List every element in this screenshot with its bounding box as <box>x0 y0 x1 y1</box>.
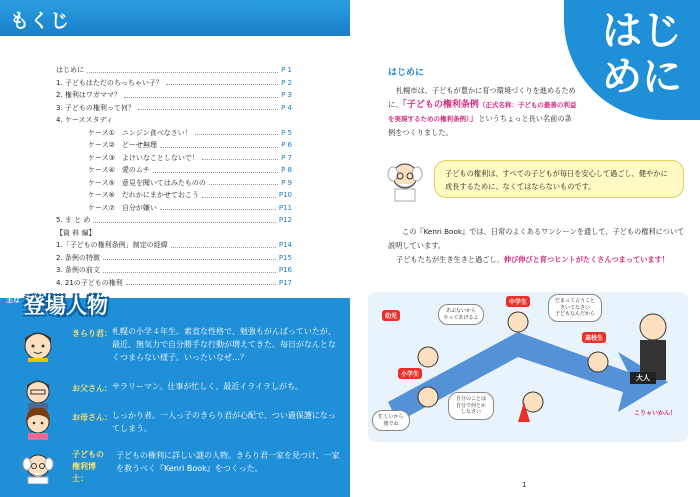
toc-item[interactable] <box>56 89 292 102</box>
toc-item[interactable] <box>56 102 292 115</box>
toc-leader-dots <box>103 252 276 261</box>
toc-leader-dots <box>153 164 278 173</box>
toc-leader-dots <box>166 77 278 86</box>
toc-leader-dots <box>87 64 278 73</box>
toc-leader-dots <box>124 89 278 98</box>
tag-toddler: 幼児 <box>382 310 400 321</box>
character-desc: サラリーマン。仕事が忙しく、最近イライラしがち。 <box>112 382 303 391</box>
speech-bubble: 子どもの権利は、すべての子どもが毎日を安心して過ごし、健やかに成長するために、なくてはならないものです。 <box>434 160 684 198</box>
toc-item-page: P14 <box>278 241 292 249</box>
toc-item-page: P 9 <box>281 178 292 187</box>
toc-leader-dots <box>209 177 278 186</box>
toc-item[interactable] <box>56 189 292 202</box>
toc-leader-dots <box>171 239 276 248</box>
toc-item-page: P 2 <box>281 78 292 87</box>
toc-item[interactable] <box>56 177 292 190</box>
ordinance-close: 」 <box>469 114 479 124</box>
character-desc: 札幌の小学４年生。素直な性格で、勉強もがんばっていたが、最近、無気力で自分勝手な行動が増えてきた。毎日がなんとなくつまらない様子。いったいなぜ…？ <box>112 327 336 362</box>
right-page <box>350 0 700 497</box>
toc-item-label: 4. 21の子どもの権利 <box>56 278 123 287</box>
toc-item-page: P17 <box>278 278 292 287</box>
toc-item-label: ケース② どーせ無理 <box>88 141 157 149</box>
toc-item-label: 1.「子どもの権利条例」制定の経緯 <box>56 241 168 249</box>
toc-item-page: P 6 <box>281 141 292 149</box>
toc-leader-dots <box>202 152 278 161</box>
intro-text-a: 札幌市は、子どもが豊かに育つ環境づくりを進めるために、 <box>388 86 576 109</box>
illustration-art <box>368 292 688 442</box>
toc-item-page: P 1 <box>281 66 292 74</box>
toc-header <box>0 0 350 36</box>
bubble-junior-high: だまって言うこと きいてなさい 子どもなんだから <box>548 294 602 322</box>
big-title-line-1: はじ <box>602 8 682 54</box>
character-desc: しっかり者。一人っ子のきらり君が心配で、つい過保護になってしまう。 <box>112 411 336 433</box>
toc-item[interactable] <box>56 239 292 252</box>
table-of-contents <box>56 64 292 289</box>
characters-heading: 登場人物 <box>24 294 108 318</box>
characters-small-label: 主な <box>6 296 20 304</box>
bubble-toddler: あぶないから やってあげるよ <box>438 304 484 325</box>
toc-leader-dots <box>138 102 278 111</box>
toc-item-page: P15 <box>278 253 292 262</box>
page-number: 1 <box>522 481 527 489</box>
toc-item[interactable] <box>56 77 292 90</box>
toc-item[interactable] <box>56 214 292 227</box>
toc-item[interactable] <box>56 252 292 265</box>
ordinance-formal-name: （正式名称：子どもの最善の利益を実現するための権利条例） <box>388 101 577 123</box>
toc-item[interactable] <box>56 152 292 165</box>
toc-leader-dots <box>103 264 276 273</box>
toc-item-label: 4. ケーススタディ <box>56 116 113 124</box>
toc-item[interactable] <box>56 114 292 127</box>
toc-leader-dots <box>160 202 276 211</box>
big-title-line-2: めに <box>602 54 682 100</box>
toc-item[interactable] <box>56 127 292 140</box>
body-text-2: 子どもたちが生き生きと過ごし、 <box>396 255 504 264</box>
toc-item-page: P 8 <box>281 166 292 174</box>
toc-item[interactable] <box>56 202 292 215</box>
toc-item-label: ケース⑥ だれかにまかせておこう <box>88 191 199 199</box>
toc-item[interactable] <box>56 264 292 277</box>
toc-item-label: 3. 条例の前文 <box>56 266 100 274</box>
toc-item[interactable] <box>56 64 292 77</box>
toc-item-label: 3. 子どもの権利って何？ <box>56 103 135 112</box>
father-face-icon <box>22 376 54 410</box>
toc-item[interactable] <box>56 277 292 290</box>
toc-item-page: P 3 <box>281 91 292 99</box>
toc-item-label: 2. 権利はワガママ？ <box>56 91 121 99</box>
ordinance-name: 「子どもの権利条例 <box>402 100 479 110</box>
tag-elementary: 小学生 <box>398 368 422 379</box>
toc-item[interactable] <box>56 139 292 152</box>
body-highlight: 伸び伸びと育つヒントがたくさんつまっています！ <box>503 255 669 264</box>
illustration <box>368 292 688 442</box>
toc-item-label: 1. 子どもはただのちっちゃい子？ <box>56 78 163 87</box>
toc-leader-dots <box>93 214 276 223</box>
toc-item-page: P 4 <box>281 103 292 112</box>
professor-icon <box>385 158 425 202</box>
toc-item[interactable] <box>56 164 292 177</box>
toc-item-label: ケース① ニンジン食べなさい！ <box>88 128 192 137</box>
character-name: 子どもの権利博士： <box>72 450 104 483</box>
toc-item-label: ケース⑦ 自分が嫌い <box>88 203 157 212</box>
toc-item[interactable] <box>56 227 292 240</box>
section-title: はじめに <box>388 68 425 78</box>
intro-text-b: というちょっと長い名前の条例をつくりました。 <box>388 114 572 137</box>
mother-face-icon <box>22 406 54 440</box>
toc-title: もくじ <box>10 10 71 32</box>
kirari-face-icon <box>22 328 54 362</box>
toc-item-label: 【資 料 編】 <box>56 228 96 237</box>
professor-face-icon <box>22 450 54 484</box>
character-name: お父さん： <box>72 384 112 393</box>
character-name: お母さん： <box>72 413 112 422</box>
big-title <box>587 8 697 100</box>
body-text-1: この『Kenri Book』では、日常のよくあるワンシーンを通して、子どもの権利について説明しています。 <box>388 227 685 250</box>
toc-item-page: P 5 <box>281 128 292 137</box>
tag-high-school: 高校生 <box>582 332 606 343</box>
tag-junior-high: 中学生 <box>506 296 530 307</box>
intro-paragraph <box>388 84 578 140</box>
body-paragraph <box>388 225 688 267</box>
character-desc: 子どもの権利に詳しい謎の人物。きらり君一家を見つけ、一家を救うべく『Kenri Book』をつくった。 <box>116 451 340 473</box>
toc-item-page: P12 <box>278 216 292 224</box>
toc-item-page: P 7 <box>281 153 292 162</box>
toc-item-label: ケース④ 愛のムチ <box>88 166 150 174</box>
tag-adult: 大人 <box>630 372 656 384</box>
bubble-elementary: 忙しいから 後でね <box>372 410 410 431</box>
toc-item-page: P16 <box>278 266 292 274</box>
callout: こりゃいかん！ <box>634 410 677 417</box>
toc-leader-dots <box>126 277 276 286</box>
toc-leader-dots <box>195 127 279 136</box>
toc-item-label: ケース⑤ 意見を聞いてはみたものの <box>88 178 206 187</box>
toc-item-label: はじめに <box>56 66 84 74</box>
toc-item-label: 5. ま と め <box>56 216 91 224</box>
bubble-parent: 自分のことは 自分で何とか しなさい <box>448 392 494 420</box>
toc-item-page: P10 <box>278 191 292 199</box>
toc-item-label: 2. 条例の特徴 <box>56 253 100 262</box>
character-name: きらり君： <box>72 329 112 338</box>
toc-leader-dots <box>160 139 278 148</box>
toc-item-page: P11 <box>278 203 292 212</box>
toc-item-label: ケース③ よけいなことしないで！ <box>88 153 199 162</box>
toc-leader-dots <box>202 189 276 198</box>
